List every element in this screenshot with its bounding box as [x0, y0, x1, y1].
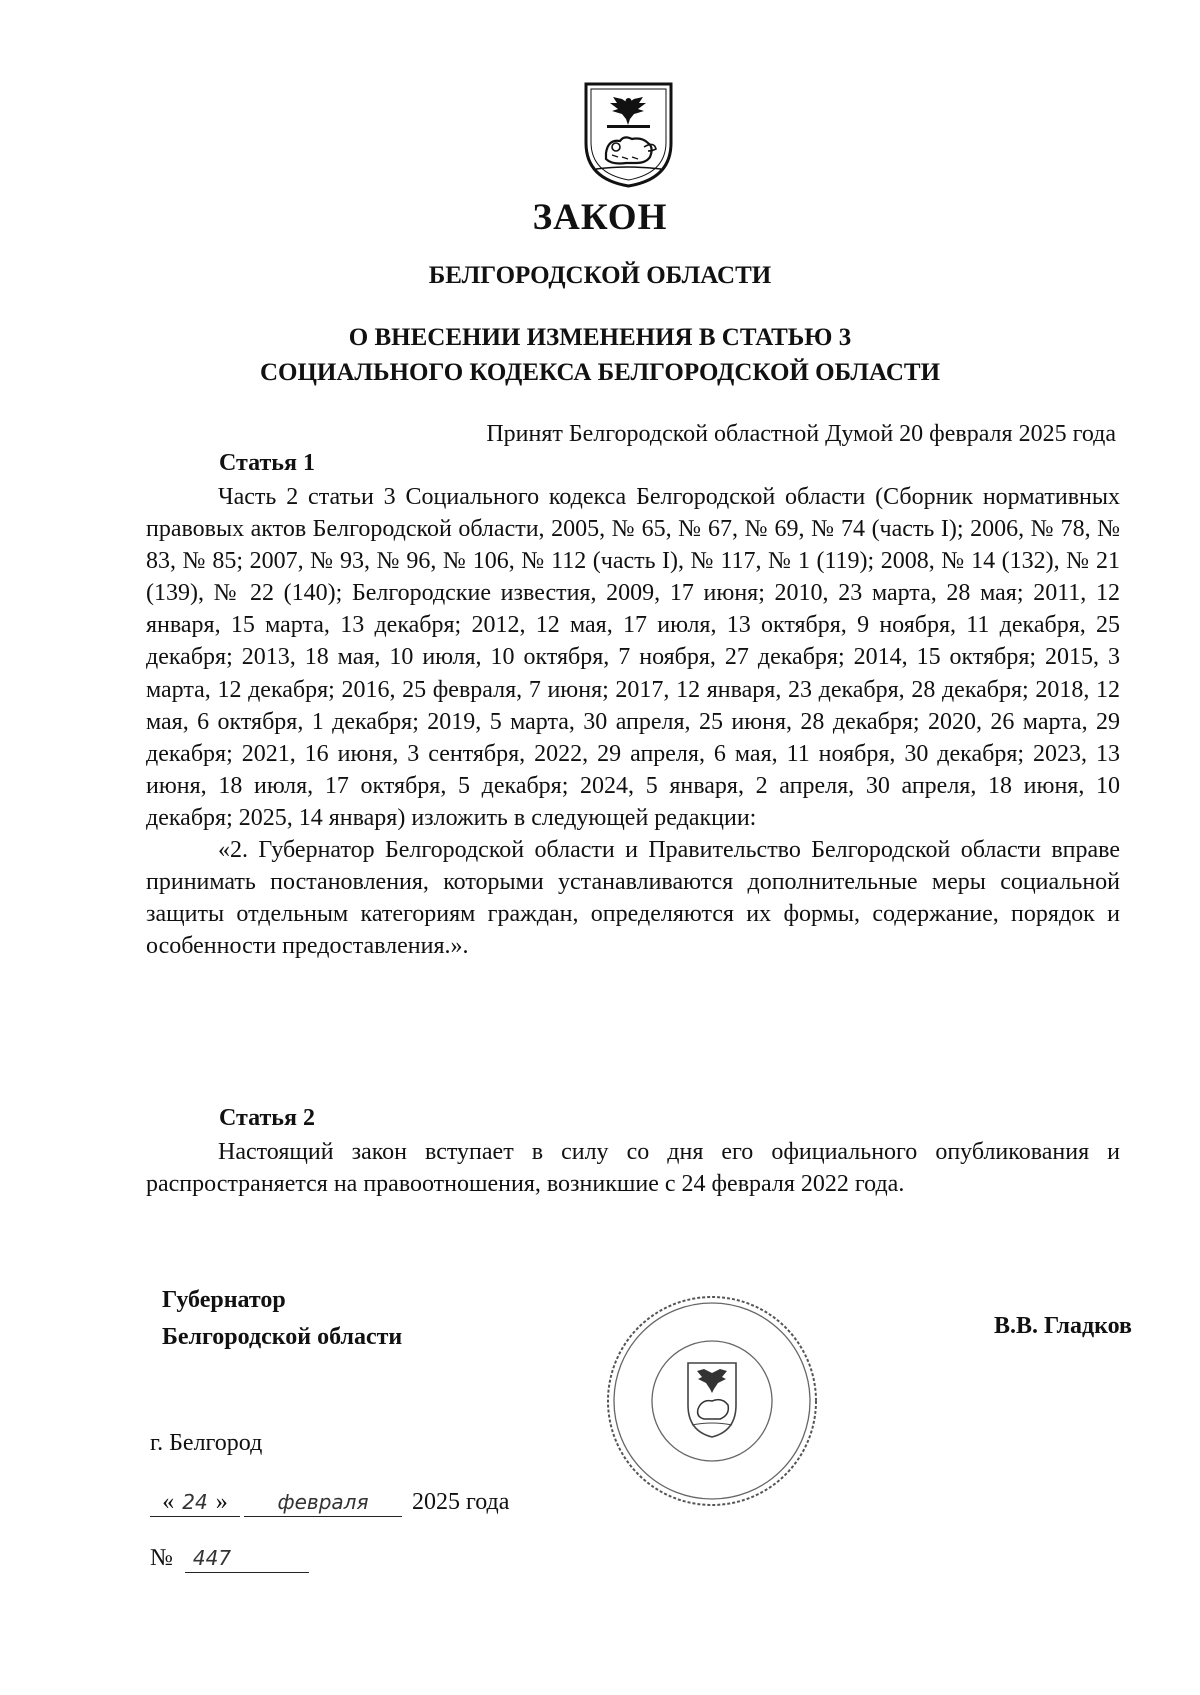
- signatory-position-line-2: Белгородской области: [162, 1324, 403, 1350]
- article-1-heading: Статья 1: [219, 450, 315, 476]
- date-day: 24: [182, 1490, 208, 1514]
- signatory-position-line-1: Губернатор: [162, 1287, 286, 1313]
- number-field: [185, 1545, 309, 1573]
- article-1-body: [146, 481, 1120, 962]
- belgorod-coat-of-arms-icon: [582, 81, 675, 189]
- article-1-paragraph: Часть 2 статьи 3 Социального кодекса Белгородской области (Сборник нормативных правовых актов Белгородской области, 2005, № 65, № 67, № 69, № 74 (часть I); 2006, № 78, № 83, № 85; 2007, № 93, № 96, № 106, № 112 (часть I), № 117, № 1 (119); 2008, № 14 (132), № 21 (139), № 22 (140); Белгородские известия, 2009, 17 июня; 2010, 23 марта, 28 мая; 2011, 12 января, 15 марта, 13 декабря; 2012, 12 мая, 17 июля, 13 октября, 9 ноября, 11 декабря, 25 декабря; 2013, 18 мая, 10 июля, 10 октября, 7 ноября, 27 декабря; 2014, 15 октября; 2015, 3 марта, 12 декабря; 2016, 25 февраля, 7 июня; 2017, 12 января, 23 декабря, 28 декабря; 2018, 12 мая, 6 октября, 1 декабря; 2019, 5 марта, 30 апреля, 25 июня, 28 декабря; 2020, 26 марта, 29 декабря; 2021, 16 июня, 3 сентября, 2022, 29 апреля, 6 мая, 11 ноября, 30 декабря; 2023, 13 июня, 18 июля, 17 октября, 5 декабря; 2024, 5 января, 2 апреля, 30 апреля, 18 июня, 10 декабря; 2025, 14 января) изложить в следующей редакции:: [146, 484, 1120, 831]
- signatory-position: [162, 1282, 402, 1356]
- article-1-quoted-paragraph: «2. Губернатор Белгородской области и Правительство Белгородской области вправе принимать постановления, которыми устанавливаются дополнительные меры социальной защиты отдельным категориям граждан, определяются их формы, содержание, порядок и особенности предоставления.».: [146, 837, 1120, 960]
- adoption-note: Принят Белгородской областной Думой 20 февраля 2025 года: [486, 421, 1116, 447]
- date-month-field: [244, 1489, 402, 1517]
- article-2-body: [146, 1136, 1120, 1200]
- document-region: БЕЛГОРОДСКОЙ ОБЛАСТИ: [428, 262, 772, 289]
- date-month: февраля: [277, 1490, 369, 1514]
- date-day-field: [150, 1489, 240, 1517]
- issue-city: г. Белгород: [150, 1430, 263, 1456]
- number-value: 447: [192, 1546, 232, 1570]
- article-2-paragraph: Настоящий закон вступает в силу со дня его официального опубликования и распространяется на правоотношения, возникшие с 24 февраля 2022 года.: [146, 1139, 1120, 1198]
- document-title: ЗАКОН: [532, 197, 668, 238]
- law-number: [150, 1545, 309, 1573]
- document-subject: [0, 320, 1200, 390]
- date-year: 2025 года: [412, 1489, 510, 1515]
- number-prefix: №: [150, 1545, 173, 1571]
- subject-line-2: СОЦИАЛЬНОГО КОДЕКСА БЕЛГОРОДСКОЙ ОБЛАСТИ: [259, 359, 941, 386]
- subject-line-1: О ВНЕСЕНИИ ИЗМЕНЕНИЯ В СТАТЬЮ 3: [348, 324, 852, 351]
- article-2-heading: Статья 2: [219, 1105, 315, 1131]
- signatory-name: В.В. Гладков: [993, 1313, 1132, 1339]
- issue-date: [150, 1489, 509, 1517]
- official-seal-icon: [604, 1293, 820, 1509]
- date-close-quote: »: [215, 1489, 228, 1515]
- date-open-quote: «: [162, 1489, 175, 1515]
